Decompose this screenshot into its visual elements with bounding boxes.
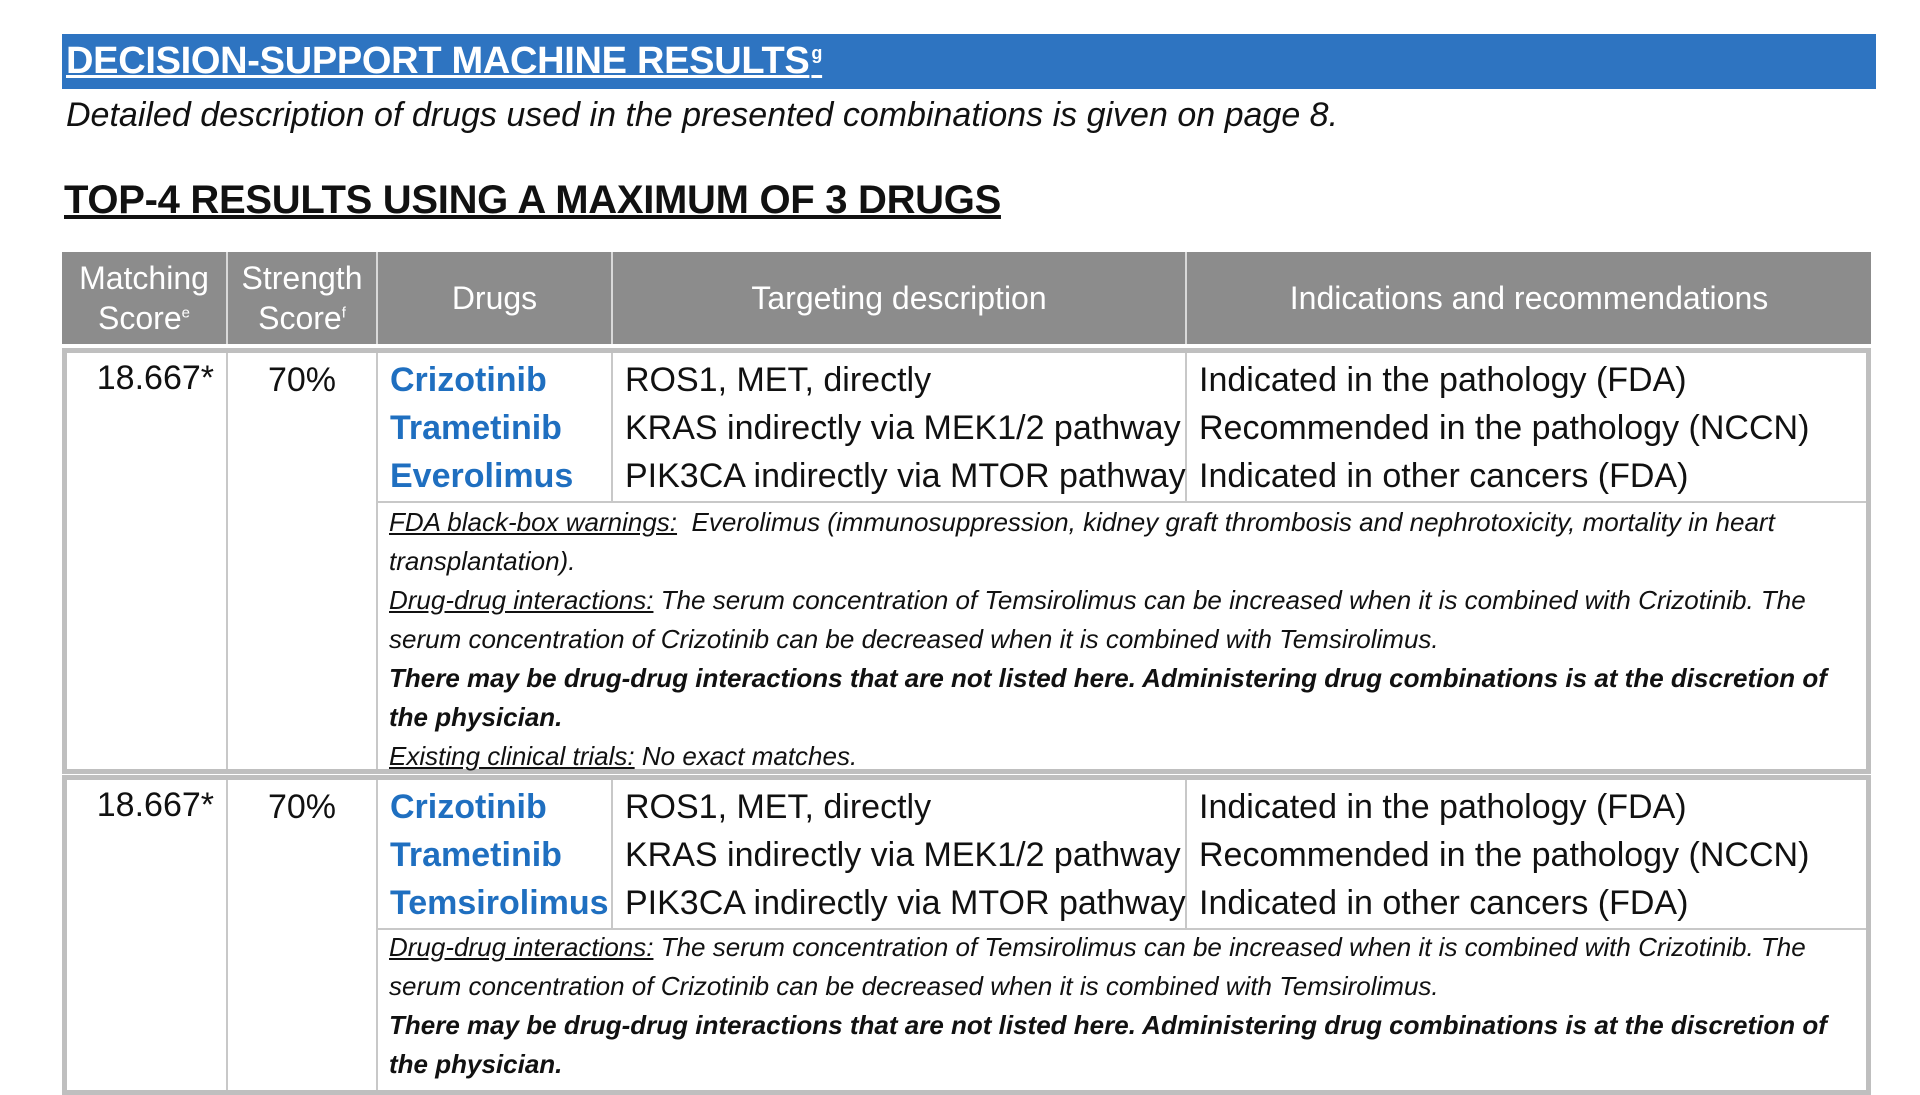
header-matching-line2: Score: [98, 300, 182, 336]
indication-text: Recommended in the pathology (NCCN): [1199, 409, 1810, 447]
strength-score: 70%: [267, 361, 337, 399]
trials-text: No exact matches.: [641, 741, 858, 771]
indication-text: Indicated in the pathology (FDA): [1199, 361, 1687, 399]
intro-text: Detailed description of drugs used in the presented combinations is given on page 8.: [66, 96, 1339, 134]
result-notes: [389, 503, 1852, 776]
drug-combination: [378, 353, 1866, 503]
header-strength-footnote: f: [341, 304, 346, 322]
header-targeting: Targeting description: [613, 252, 1187, 344]
targeting-text: ROS1, MET, directly: [625, 361, 932, 399]
header-matching-footnote: e: [181, 304, 190, 322]
targeting-cell: [613, 353, 1187, 501]
targeting-text: KRAS indirectly via MEK1/2 pathway: [625, 836, 1181, 874]
trials-label: Existing clinical trials:: [389, 741, 635, 771]
ddi-label: Drug-drug interactions:: [389, 585, 654, 615]
targeting-cell: [613, 780, 1187, 928]
indications-cell: [1187, 353, 1866, 501]
header-strength-line2: Score: [258, 300, 342, 336]
table-header-row: [62, 252, 1871, 344]
header-strength-line1: Strength: [241, 260, 363, 296]
header-matching-line1: Matching: [79, 260, 209, 296]
matching-score-cell: [67, 780, 228, 1090]
indication-text: Indicated in the pathology (FDA): [1199, 788, 1687, 826]
clinical-trials: [389, 737, 1852, 776]
drugs-cell: [378, 780, 613, 928]
ddi-text: The serum concentration of Temsirolimus can be increased when it is combined with Crizotinib. The serum concentration of Crizotinib can be decreased when it is combined with Temsirolimus.: [389, 585, 1806, 654]
disclaimer: There may be drug-drug interactions that are not listed here. Administering drug combinations is at the discretion of the physician.: [389, 1010, 1827, 1079]
disclaimer: There may be drug-drug interactions that are not listed here. Administering drug combinations is at the discretion of the physician.: [389, 663, 1827, 732]
blackbox-text: Everolimus (immunosuppression, kidney graft thrombosis and nephrotoxicity, mortality in heart transplantation).: [389, 507, 1775, 576]
blackbox-warning: [389, 503, 1852, 581]
header-drugs: Drugs: [378, 252, 613, 344]
matching-score: 18.667*: [96, 359, 214, 397]
matching-score-cell: [67, 353, 228, 769]
blackbox-label: FDA black-box warnings:: [389, 507, 678, 537]
targeting-text: KRAS indirectly via MEK1/2 pathway: [625, 409, 1181, 447]
drug-link[interactable]: Crizotinib: [390, 361, 547, 399]
drug-link[interactable]: Trametinib: [390, 836, 562, 874]
targeting-text: PIK3CA indirectly via MTOR pathway: [625, 457, 1186, 495]
header-indications: Indications and recommendations: [1289, 280, 1769, 316]
result-row: [62, 775, 1871, 1095]
result-notes: [389, 928, 1852, 1084]
ddi-text: The serum concentration of Temsirolimus can be increased when it is combined with Crizotinib. The serum concentration of Crizotinib can be decreased when it is combined with Temsirolimus.: [389, 932, 1806, 1001]
targeting-text: ROS1, MET, directly: [625, 788, 932, 826]
indication-text: Indicated in other cancers (FDA): [1199, 884, 1689, 922]
drug-link[interactable]: Crizotinib: [390, 788, 547, 826]
indication-text: Recommended in the pathology (NCCN): [1199, 836, 1810, 874]
banner-title: [66, 40, 822, 83]
matching-score: 18.667*: [96, 786, 214, 824]
drug-link[interactable]: Everolimus: [390, 457, 574, 495]
header-strength-score: [228, 252, 378, 344]
result-row: [62, 348, 1871, 774]
banner-title-text: DECISION-SUPPORT MACHINE RESULTS: [66, 40, 810, 82]
header-matching-score: [62, 252, 228, 344]
indications-cell: [1187, 780, 1866, 928]
drug-interactions: [389, 928, 1852, 1006]
drug-combination: [378, 780, 1866, 930]
section-title: TOP-4 RESULTS USING A MAXIMUM OF 3 DRUGS: [64, 178, 1001, 222]
strength-score: 70%: [267, 788, 337, 826]
strength-score-cell: [228, 780, 378, 1090]
drug-link[interactable]: Temsirolimus: [390, 884, 609, 922]
strength-score-cell: [228, 353, 378, 769]
indication-text: Indicated in other cancers (FDA): [1199, 457, 1689, 495]
drug-link[interactable]: Trametinib: [390, 409, 562, 447]
drugs-cell: [378, 353, 613, 501]
drug-interactions: [389, 581, 1852, 659]
ddi-label: Drug-drug interactions:: [389, 932, 654, 962]
targeting-text: PIK3CA indirectly via MTOR pathway: [625, 884, 1186, 922]
banner-title-footnote: g: [811, 43, 823, 64]
